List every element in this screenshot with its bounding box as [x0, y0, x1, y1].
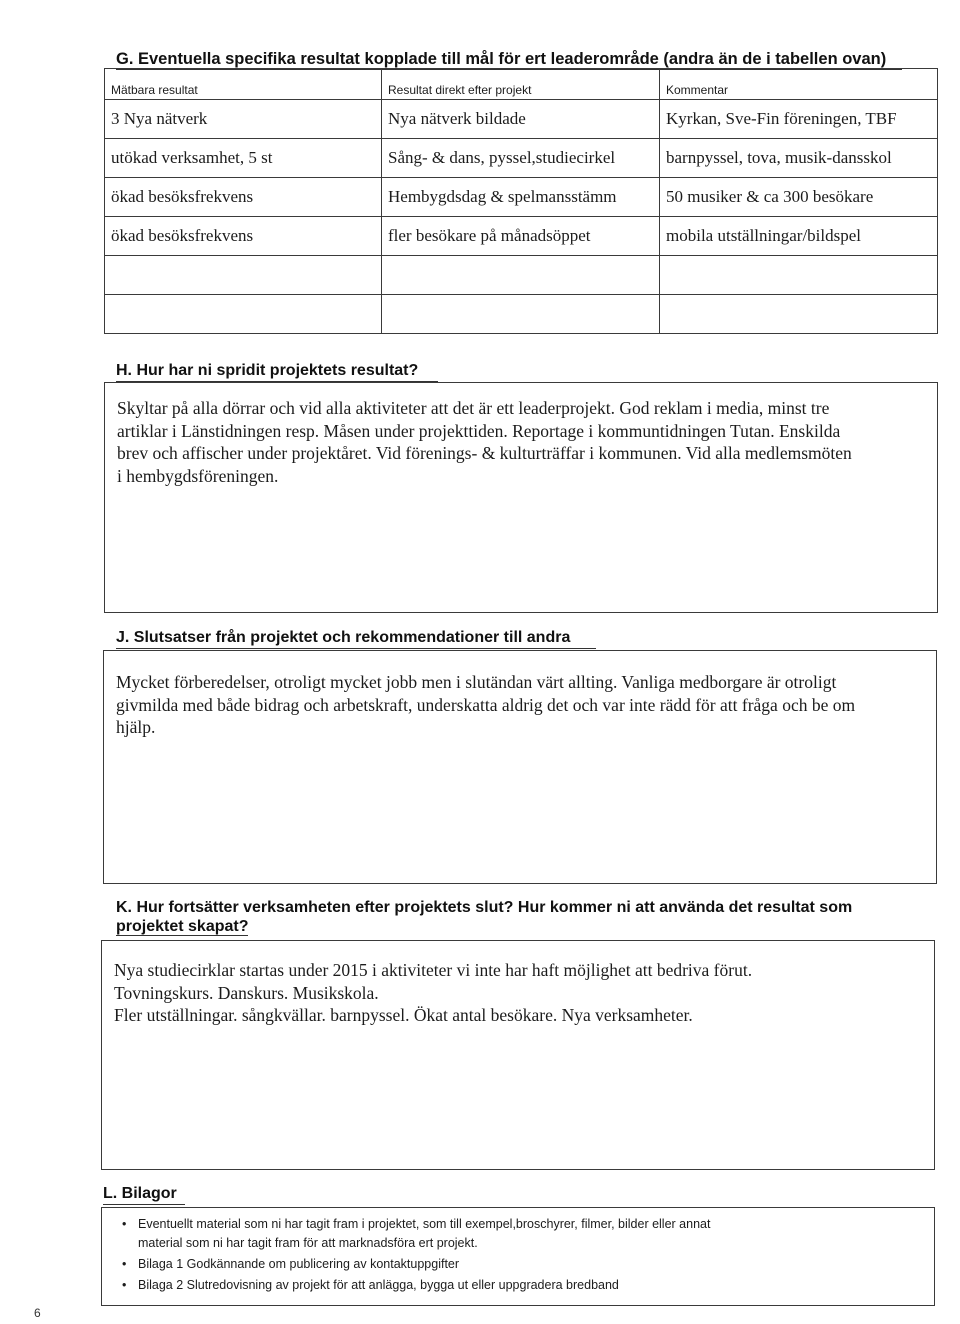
table-cell: 3 Nya nätverk	[105, 100, 382, 139]
section-j-answer-box	[103, 650, 937, 884]
table-row	[105, 139, 938, 178]
section-k-answer-box	[101, 940, 935, 1170]
answer-line: artiklar i Länstidningen resp. Måsen under projekttiden. Reportage i kommuntidningen Tutan. Enskilda	[117, 420, 841, 441]
section-j-underline	[116, 648, 596, 649]
answer-line: Nya studiecirklar startas under 2015 i aktiviteter vi inte har haft möjlighet att bedriva förut.	[114, 960, 753, 980]
table-row-empty	[105, 295, 938, 334]
table-cell: ökad besöksfrekvens	[105, 178, 382, 217]
bullet-icon: •	[122, 1257, 127, 1271]
list-item-continuation	[110, 1234, 926, 1253]
table-cell: barnpyssel, tova, musik-dansskol	[660, 139, 938, 178]
answer-line: hjälp.	[116, 717, 156, 737]
table-row	[105, 178, 938, 217]
list-item	[110, 1215, 926, 1234]
table-cell	[105, 295, 382, 334]
page-number: 6	[34, 1306, 41, 1320]
answer-line: brev och affischer under projektåret. Vid förenings- & kulturträffar i kommunen. Vid alla medlemsmöten	[117, 443, 852, 463]
column-header-comment: Kommentar	[660, 69, 938, 100]
section-j-heading: J. Slutsatser från projektet och rekommendationer till andra	[116, 629, 571, 646]
answer-line: givmilda med både bidrag och arbetskraft, underskatta aldrig det och var inte rädd för att fråga och be om	[116, 694, 856, 715]
list-item-text: Bilaga 1 Godkännande om publicering av kontaktuppgifter	[138, 1257, 460, 1271]
table-cell	[660, 295, 938, 334]
table-cell	[382, 256, 660, 295]
section-g-heading: G. Eventuella specifika resultat kopplade till mål för ert leaderområde (andra än de i tabellen ovan)	[116, 50, 887, 68]
answer-line: i hembygdsföreningen.	[117, 465, 279, 486]
table-cell	[660, 256, 938, 295]
answer-line: Skyltar på alla dörrar och vid alla aktiviteter att det är ett leaderprojekt. God reklam i media, minst tre	[117, 398, 830, 418]
section-k-heading-line1: K. Hur fortsätter verksamheten efter projektets slut? Hur kommer ni att använda det resultat som	[116, 899, 853, 916]
section-l-heading: L. Bilagor	[103, 1185, 177, 1202]
list-item-text: material som ni har tagit fram för att marknadsföra ert projekt.	[138, 1236, 478, 1250]
table-cell: Hembygdsdag & spelmansstämm	[382, 178, 660, 217]
table-cell: Nya nätverk bildade	[382, 100, 660, 139]
answer-line: Mycket förberedelser, otroligt mycket jobb men i slutändan värt allting. Vanliga medborgare är otroligt	[116, 672, 837, 692]
table-cell: fler besökare på månadsöppet	[382, 217, 660, 256]
section-h-heading: H. Hur har ni spridit projektets resultat?	[116, 362, 419, 379]
attachments-list	[110, 1215, 926, 1295]
table-row	[105, 217, 938, 256]
table-row-empty	[105, 256, 938, 295]
table-cell	[105, 256, 382, 295]
table-cell	[382, 295, 660, 334]
results-table	[104, 68, 938, 334]
answer-line: Tovningskurs. Danskurs. Musikskola.	[114, 982, 379, 1003]
answer-line: Fler utställningar. sångkvällar. barnpyssel. Ökat antal besökare. Nya verksamheter.	[114, 1005, 693, 1025]
list-item	[110, 1276, 926, 1295]
section-k-heading	[116, 898, 852, 936]
column-header-result: Resultat direkt efter projekt	[382, 69, 660, 100]
section-l-underline	[103, 1204, 185, 1205]
column-header-measurable: Mätbara resultat	[105, 69, 382, 100]
section-h-answer-box	[104, 382, 938, 613]
bullet-icon: •	[122, 1278, 127, 1292]
section-k-heading-line2: projektet skapat?	[116, 918, 249, 935]
bullet-icon: •	[122, 1217, 127, 1231]
list-item-text: Bilaga 2 Slutredovisning av projekt för att anlägga, bygga ut eller uppgradera bredband	[138, 1278, 619, 1292]
table-cell: 50 musiker & ca 300 besökare	[660, 178, 938, 217]
table-header-row	[105, 69, 938, 100]
table-cell: ökad besöksfrekvens	[105, 217, 382, 256]
table-cell: Sång- & dans, pyssel,studiecirkel	[382, 139, 660, 178]
table-row	[105, 100, 938, 139]
list-item-text: Eventuellt material som ni har tagit fram i projektet, som till exempel,broschyrer, filmer, bilder eller annat	[138, 1217, 711, 1231]
section-l-attachments-box	[101, 1207, 935, 1306]
table-cell: mobila utställningar/bildspel	[660, 217, 938, 256]
table-cell: Kyrkan, Sve-Fin föreningen, TBF	[660, 100, 938, 139]
table-cell: utökad verksamhet, 5 st	[105, 139, 382, 178]
list-item	[110, 1255, 926, 1274]
